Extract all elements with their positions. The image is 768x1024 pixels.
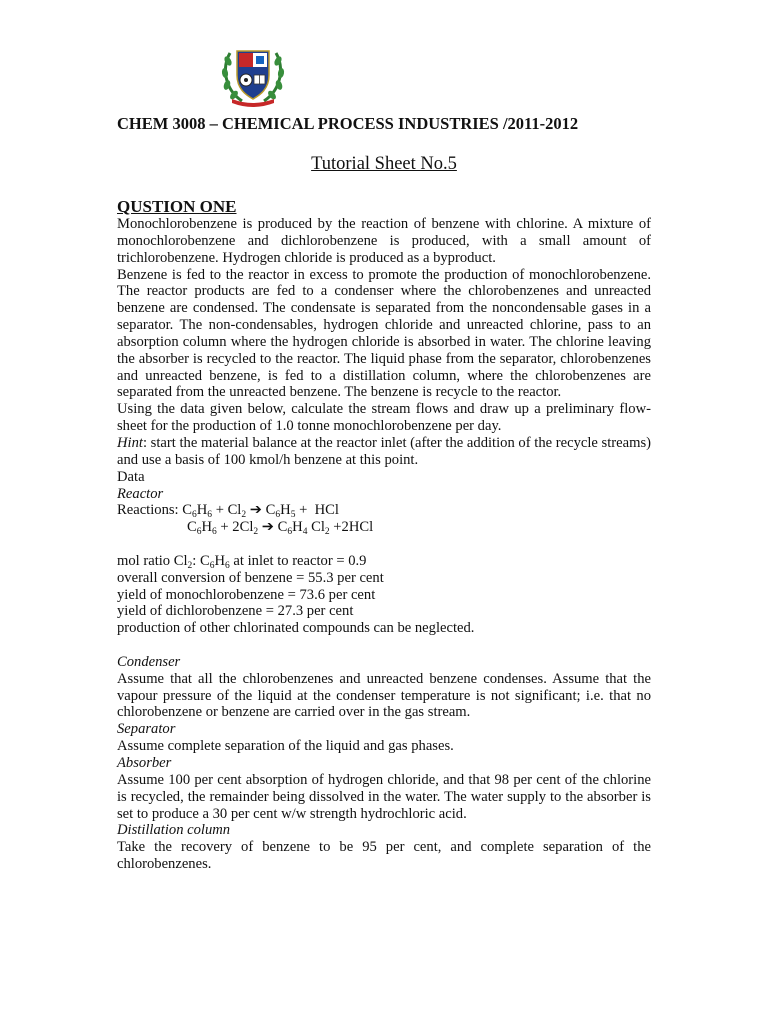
intro-paragraph: Monochlorobenzene is produced by the reaction of benzene with chlorine. A mixture of monochlorobenzene and dichlorobenzene is produced, with a small amount of trichlorobenzene. Hydrogen chloride is produced as a byproduct. (117, 216, 651, 266)
absorber-text: Assume 100 per cent absorption of hydrogen chloride, and that 98 per cent of the chlorine is recycled, the remainder being dissolved in the water. The water supply to the absorber is set to produce a 30 per cent w/w strength hydrochloric acid. (117, 771, 651, 822)
neglect-line: production of other chlorinated compounds can be neglected. (117, 620, 475, 637)
course-title: CHEM 3008 – CHEMICAL PROCESS INDUSTRIES /2011-2012 (117, 114, 579, 133)
reactions-label: Reactions: (117, 502, 183, 519)
question-heading: QUSTION ONE (117, 197, 237, 216)
reaction-equation-2: $C_6H_6 + 2Cl_2$ ➔ $C_6H_4$ $Cl_2 +2HCl$ (187, 519, 374, 538)
yield-di-line: yield of dichlorobenzene = 27.3 per cent (117, 603, 354, 620)
separator-text: Assume complete separation of the liquid and gas phases. (117, 738, 454, 755)
data-label: Data (117, 468, 145, 485)
tutorial-sheet-title: Tutorial Sheet No.5 (311, 154, 457, 174)
separator-label: Separator (117, 721, 176, 738)
condenser-text: Assume that all the chlorobenzenes and unreacted benzene condenses. Assume that the vapour pressure of the liquid at the condenser temperature is not significant; i.e. that no chlorobenzene or benzene are carried over in the gas stream. (117, 670, 651, 721)
reactor-label: Reactor (117, 485, 164, 502)
hint-paragraph (117, 435, 651, 469)
process-paragraph: Benzene is fed to the reactor in excess to promote the production of monochlorobenzene. The reactor products are fed to a condenser where the chlorobenzenes and unreacted benzene are condensed. The condensate is separated from the noncondensable gases in a separator. The non-condensables, hydrogen chloride and unreacted chlorine, pass to an absorption column where the hydrogen chloride is absorbed in water. The chlorine leaving the absorber is recycled to the reactor. The liquid phase from the separator, chlorobenzenes and unreacted benzene, is fed to a distillation column, where the chlorobenzenes are separated from the unreacted benzene. The benzene is recycle to the reactor. (117, 266, 651, 401)
university-crest-logo (220, 45, 286, 107)
hint-label: Hint (117, 434, 143, 451)
distillation-text: Take the recovery of benzene to be 95 per cent, and complete separation of the chlorobenzenes. (117, 839, 651, 873)
condenser-label: Condenser (117, 653, 181, 670)
task-paragraph: Using the data given below, calculate the stream flows and draw up a preliminary flow-sheet for the production of 1.0 tonne monochlorobenzene per day. (117, 401, 651, 435)
reaction-equation-1: Reactions: $C_6H_6 + Cl_2$ ➔ $C_6H_5$ + HCl (117, 502, 339, 521)
mol-ratio-line: mol ratio $Cl_2$: $C_6H_6$ at inlet to reactor = 0.9 (117, 552, 367, 571)
conversion-line: overall conversion of benzene = 55.3 per cent (117, 569, 384, 586)
distillation-label: Distillation column (117, 822, 231, 839)
question-body (117, 216, 651, 873)
hint-text: : start the material balance at the reactor inlet (after the addition of the recycle streams) and use a basis of 100 kmol/h benzene at this point. (117, 434, 651, 468)
yield-mono-line: yield of monochlorobenzene = 73.6 per cent (117, 586, 376, 603)
absorber-label: Absorber (117, 755, 172, 771)
